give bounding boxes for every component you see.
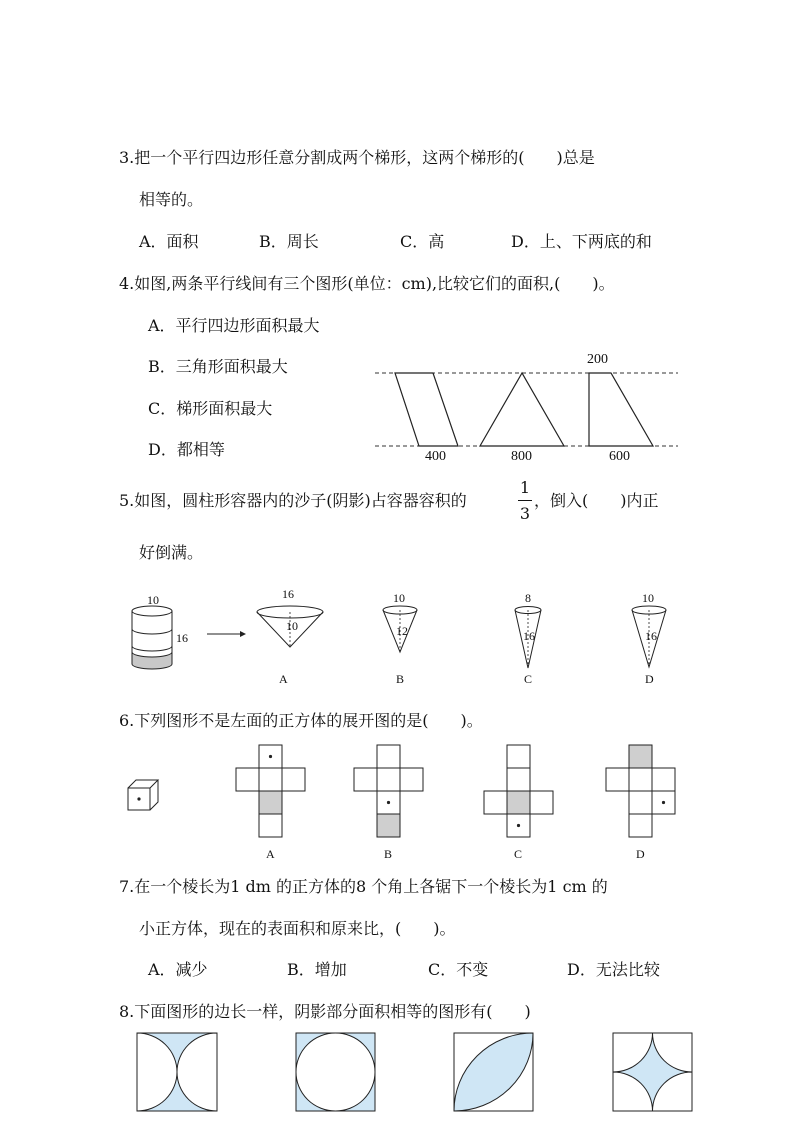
q5-cone-d-d: 10	[642, 591, 654, 605]
q8-stem: 8.下面图形的边长一样，阴影部分面积相等的图形有( )	[119, 1002, 531, 1021]
q3-line2: 相等的。	[139, 190, 204, 209]
q5-cone-b-d: 10	[393, 591, 405, 605]
q6-letter-b: B	[384, 847, 393, 861]
q5-cyl-diameter: 10	[147, 593, 159, 607]
q7-option-b: B．增加	[287, 960, 347, 979]
q5-frac-numerator: 1	[519, 478, 531, 497]
q5-cone-a-letter: A	[279, 672, 288, 686]
q6-stem: 6.下列图形不是左面的正方体的展开图的是( )。	[119, 711, 483, 730]
q8-figure-4	[613, 1033, 692, 1111]
q6-letter-d: D	[636, 847, 645, 861]
q4-label-top: 200	[587, 352, 608, 367]
q5-cone-a-h: 10	[286, 619, 298, 633]
q5-cone-d-h: 16	[645, 629, 657, 643]
q5-cone-d-letter: D	[645, 672, 654, 686]
q8-figure-2	[296, 1033, 375, 1111]
q5-cyl-height: 16	[176, 631, 188, 645]
q5-frac-denominator: 3	[519, 504, 531, 523]
q4-option-a: A．平行四边形面积最大	[148, 316, 320, 335]
q3-option-b: B．周长	[259, 232, 319, 251]
q5-line2: 好倒满。	[139, 543, 204, 562]
q4-option-c: C．梯形面积最大	[148, 399, 273, 418]
q3-option-c: C．高	[400, 232, 445, 251]
q3-line1: 3.把一个平行四边形任意分割成两个梯形，这两个梯形的( )总是	[119, 148, 595, 167]
q5-cone-c-d: 8	[525, 591, 531, 605]
q8-figure-3	[454, 1033, 533, 1111]
q7-option-d: D．无法比较	[567, 960, 660, 979]
q6-letter-c: C	[514, 847, 523, 861]
q7-option-a: A．减少	[148, 960, 208, 979]
q4-label-600: 600	[609, 449, 630, 464]
q5-line1-a: 5.如图，圆柱形容器内的沙子(阴影)占容器容积的	[119, 491, 467, 510]
q8-figure-1	[137, 1033, 217, 1111]
q5-cone-a-d: 16	[282, 587, 294, 601]
q4-label-800: 800	[511, 449, 532, 464]
q7-line1: 7.在一个棱长为1 dm 的正方体的8 个角上各锯下一个棱长为1 cm 的	[119, 877, 608, 896]
q4-label-400: 400	[425, 449, 446, 464]
q7-line2: 小正方体，现在的表面积和原来比，( )。	[139, 919, 456, 938]
q3-option-d: D．上、下两底的和	[511, 232, 652, 251]
q5-line1-b: ，倒入( )内正	[534, 491, 659, 510]
q5-cone-b-h: 12	[396, 624, 408, 638]
q6-letter-a: A	[266, 847, 275, 861]
q5-cone-c-h: 16	[523, 629, 535, 643]
q5-cone-b-letter: B	[396, 672, 405, 686]
q4-option-d: D．都相等	[148, 440, 225, 459]
q5-cone-c-letter: C	[524, 672, 533, 686]
q3-option-a: A．面积	[139, 232, 199, 251]
q7-option-c: C．不变	[428, 960, 489, 979]
q4-option-b: B．三角形面积最大	[148, 357, 288, 376]
q4-stem: 4.如图,两条平行线间有三个图形(单位：cm),比较它们的面积,( )。	[119, 274, 615, 293]
